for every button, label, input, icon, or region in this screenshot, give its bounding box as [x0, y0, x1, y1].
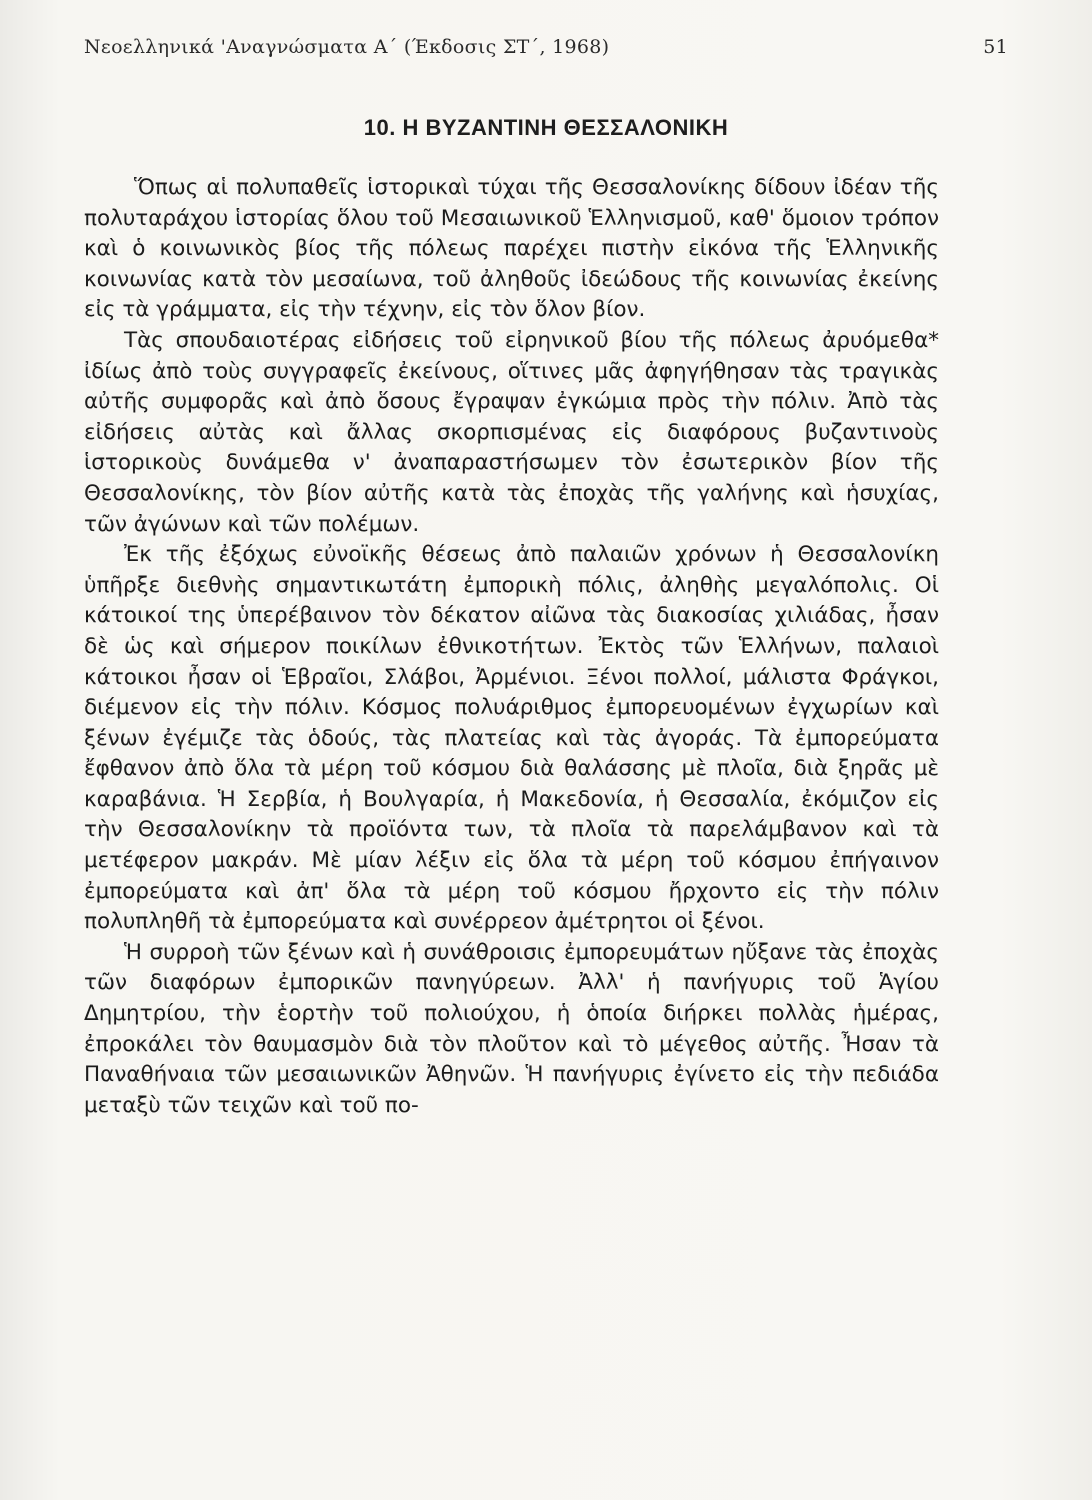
paragraph: Ἡ συρροὴ τῶν ξένων καὶ ἡ συνάθροισις ἐμπορευμάτων ηὔξανε τὰς ἐποχὰς τῶν διαφόρων ἐμπορικῶν πανηγύρεων. Ἀλλ' ἡ πανήγυρις τοῦ Ἁγίου Δημητρίου, τὴν ἑορτὴν τοῦ πολιούχου, ἡ ὁποία διήρκει πολλὰς ἡμέρας, ἐπροκάλει τὸν θαυμασμὸν διὰ τὸν πλοῦτον καὶ τὸ μέγεθος αὐτῆς. Ἦσαν τὰ Παναθήναια τῶν μεσαιωνικῶν Ἀθηνῶν. Ἡ πανήγυρις ἐγίνετο εἰς τὴν πεδιάδα μεταξὺ τῶν τειχῶν καὶ τοῦ πο- [84, 939, 939, 1118]
running-header [84, 36, 1008, 66]
paragraph: Τὰς σπουδαιοτέρας εἰδήσεις τοῦ εἰρηνικοῦ βίου τῆς πόλεως ἀρυόμεθα* ἰδίως ἀπὸ τοὺς συγγραφεῖς ἐκείνους, οἵτινες μᾶς ἀφηγήθησαν τὰς τραγικὰς αὐτῆς συμφορᾶς καὶ ἀπὸ ὅσους ἔγραψαν ἐγκώμια πρὸς τὴν πόλιν. Ἀπὸ τὰς εἰδήσεις αὐτὰς καὶ ἄλλας σκορπισμένας εἰς διαφόρους βυζαντινοὺς ἱστορικοὺς δυνάμεθα ν' ἀναπαραστήσωμεν τὸν ἐσωτερικὸν βίον τῆς Θεσσαλονίκης, τὸν βίον αὐτῆς κατὰ τὰς ἐποχὰς τῆς γαλήνης καὶ ἡσυχίας, τῶν ἀγώνων καὶ τῶν πολέμων. [84, 327, 939, 537]
paragraph: Ἐκ τῆς ἐξόχως εὐνοϊκῆς θέσεως ἀπὸ παλαιῶν χρόνων ἡ Θεσσαλονίκη ὑπῆρξε διεθνὴς σημαντικωτάτη ἐμπορικὴ πόλις, ἀληθὴς μεγαλόπολις. Οἱ κάτοικοί της ὑπερέβαινον τὸν δέκατον αἰῶνα τὰς διακοσίας χιλιάδας, ἦσαν δὲ ὡς καὶ σήμερον ποικίλων ἐθνικοτήτων. Ἐκτὸς τῶν Ἑλλήνων, παλαιοὶ κάτοικοι ἦσαν οἱ Ἑβραῖοι, Σλάβοι, Ἀρμένιοι. Ξένοι πολλοί, μάλιστα Φράγκοι, διέμενον εἰς τὴν πόλιν. Κόσμος πολυάριθμος ἐμπορευομένων ἐγχωρίων καὶ ξένων ἐγέμιζε τὰς ὁδούς, τὰς πλατείας καὶ τὰς ἀγοράς. Τὰ ἐμπορεύματα ἔφθανον ἀπὸ ὅλα τὰ μέρη τοῦ κόσμου διὰ θαλάσσης μὲ πλοῖα, διὰ ξηρᾶς μὲ καραβάνια. Ἡ Σερβία, ἡ Βουλγαρία, ἡ Μακεδονία, ἡ Θεσσαλία, ἐκόμιζον εἰς τὴν Θεσσαλονίκην τὰ προϊόντα των, τὰ πλοῖα τὰ παρελάμβανον καὶ τὰ μετέφερον μακράν. Μὲ μίαν λέξιν εἰς ὅλα τὰ μέρη τοῦ κόσμου ἐπήγαινον ἐμπορεύματα καὶ ἀπ' ὅλα τὰ μέρη τοῦ κόσμου ἤρχοντο εἰς τὴν πόλιν πολυπληθῆ τὰ ἐμπορεύματα καὶ συνέρρεον ἀμέτρητοι οἱ ξένοι. [84, 542, 939, 935]
paragraph: Ὅπως αἱ πολυπαθεῖς ἱστορικαὶ τύχαι τῆς Θεσσαλονίκης δίδουν ἰδέαν τῆς πολυταράχου ἱστορίας ὅλου τοῦ Μεσαιωνικοῦ Ἑλληνισμοῦ, καθ' ὅμοιον τρόπον καὶ ὁ κοινωνικὸς βίος τῆς πόλεως παρέχει πιστὴν εἰκόνα τῆς Ἑλληνικῆς κοινωνίας κατὰ τὸν μεσαίωνα, τοῦ ἀληθοῦς ἰδεώδους τῆς κοινωνίας ἐκείνης εἰς τὰ γράμματα, εἰς τὴν τέχνην, εἰς τὸν ὅλον βίον. [84, 175, 939, 323]
chapter-title: 10. Η ΒΥΖΑΝΤΙΝΗ ΘΕΣΣΑΛΟΝΙΚΗ [363, 115, 729, 140]
page-number: 51 [983, 36, 1008, 58]
article-body [84, 173, 939, 1121]
running-title: Νεοελληνικά 'Αναγνώσματα Α΄ (Έκδοσις ΣΤ΄, 1968) [84, 36, 610, 58]
